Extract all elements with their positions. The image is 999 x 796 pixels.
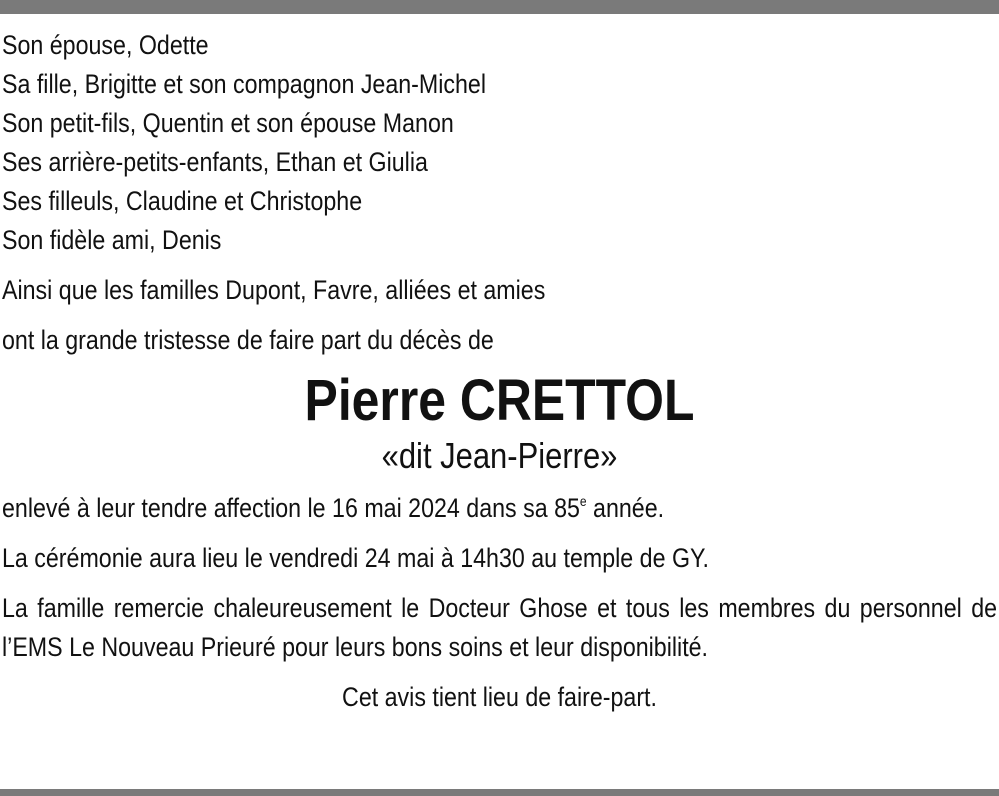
family-line: Ses filleuls, Claudine et Christophe xyxy=(2,186,363,216)
ordinal-suffix: e xyxy=(579,493,587,509)
family-line: Sa fille, Brigitte et son compagnon Jean-Michel xyxy=(2,69,487,99)
families-line: Ainsi que les familles Dupont, Favre, alliées et amies xyxy=(2,275,546,305)
top-rule xyxy=(0,0,999,14)
notice-line: Cet avis tient lieu de faire-part. xyxy=(342,682,657,712)
obituary-notice xyxy=(2,26,997,717)
deceased-name: Pierre CRETTOL xyxy=(304,368,695,433)
family-line: Son petit-fils, Quentin et son épouse Manon xyxy=(2,108,454,138)
thanks-paragraph: La famille remercie chaleureusement le Docteur Ghose et tous les membres du personnel de l’EMS Le Nouveau Prieuré pour leurs bons soins et leur disponibilité. xyxy=(2,593,998,662)
deceased-nickname: «dit Jean-Pierre» xyxy=(381,435,618,476)
death-text: enlevé à leur tendre affection le 16 mai 2024 dans sa 85 xyxy=(2,493,580,523)
death-line xyxy=(2,489,997,528)
death-text-end: année. xyxy=(586,493,665,523)
family-line: Son fidèle ami, Denis xyxy=(2,225,222,255)
ceremony-line: La cérémonie aura lieu le vendredi 24 mai à 14h30 au temple de GY. xyxy=(2,543,709,573)
family-line: Ses arrière-petits-enfants, Ethan et Giulia xyxy=(2,147,428,177)
bottom-rule xyxy=(0,789,999,796)
family-line: Son épouse, Odette xyxy=(2,30,209,60)
announcement-line: ont la grande tristesse de faire part du décès de xyxy=(2,325,494,355)
